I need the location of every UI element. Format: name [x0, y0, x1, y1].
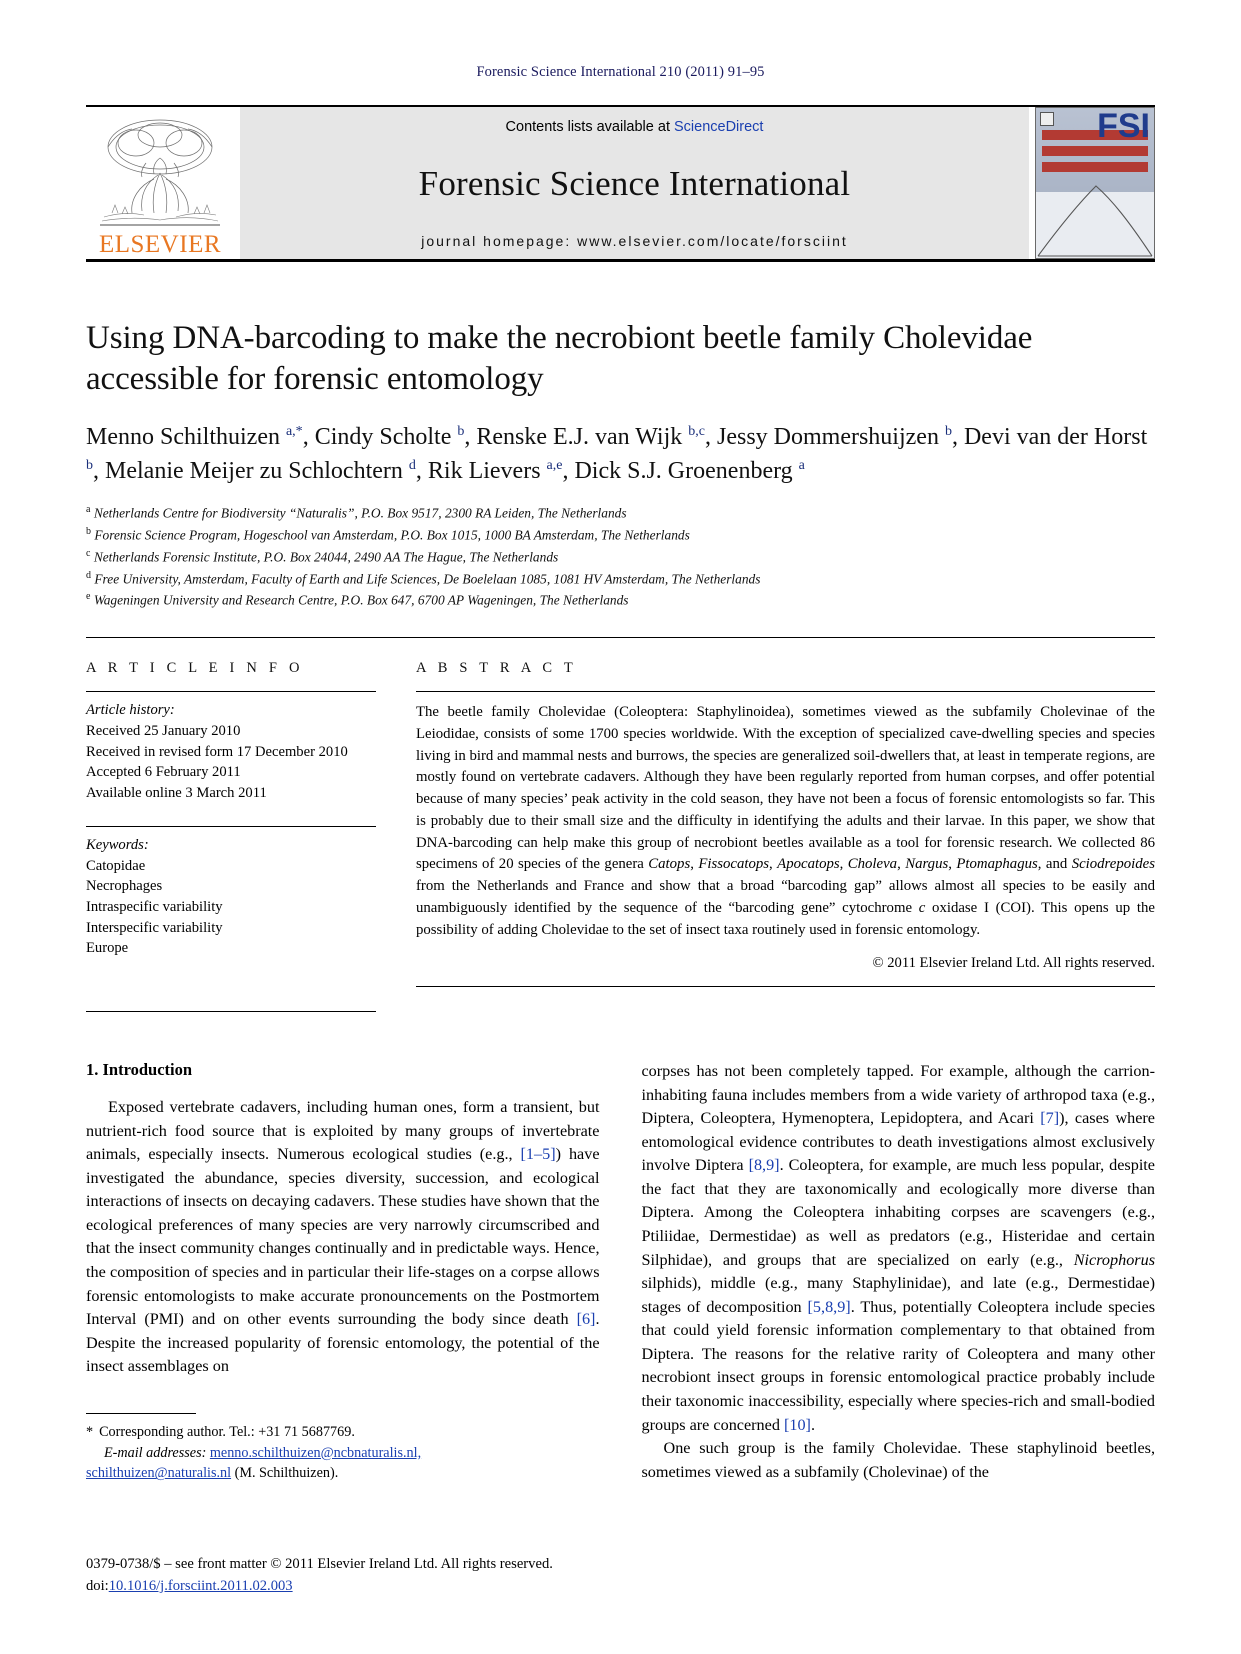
keywords-group: [86, 827, 376, 959]
footnote-email-line: [86, 1443, 600, 1464]
sciencedirect-link[interactable]: ScienceDirect: [674, 119, 764, 135]
author-item: Renske E.J. van Wijk $^{b,c}$: [476, 423, 705, 450]
cover-abbr-label: FSI: [1097, 107, 1150, 145]
body-paragraph: corpses has not been completely tapped. For example, although the carrion-inhabiting fauna includes members from a wide variety of arthropod taxa (e.g., Diptera, Coleoptera, Hymenoptera, Lepidoptera, and Acari [7]), cases where entomological evidence contributes to death investigations almost exclusively involve Diptera [8,9]. Coleoptera, for example, are much less popular, despite the fact that they are taxonomically and ecologically more diverse than Diptera. Among the Coleoptera inhabiting corpses are scavengers (e.g., Ptiliidae, Dermestidae) as well as predators (e.g., Histeridae and certain Silphidae), and groups that are specialized on early (e.g., Nicrophorus silphids), middle (e.g., many Staphylinidae), and late (e.g., Dermestidae) stages of decomposition [5,8,9]. Thus, potentially Coleoptera include species that could yield forensic information complementary to that obtained from Diptera. The reasons for the relative rarity of Coleoptera and many other necrobiont insect groups in forensic entomological practice probably include their taxonomic inaccessibility, especially where species-rich and small-bodied groups are concerned [10].: [641, 1062, 1155, 1434]
author-item: Devi van der Horst $^b$: [86, 423, 1148, 473]
keyword-item: Catopidae: [86, 857, 146, 874]
author-list: Menno Schilthuizen $^{a,*}$, Cindy Scholte $^b$, Renske E.J. van Wijk $^{b,c}$, Jessy Dommershuijzen $^b$, Devi van der Horst $^b$, Melanie Meijer zu Schlochtern $^d$, Rik Lievers $^{a,e}$, Dick S.J. Groenenberg $^a$: [86, 423, 1148, 484]
body-columns: [86, 1060, 1155, 1484]
citation-link[interactable]: [5,8,9]: [807, 1297, 851, 1316]
asterisk-icon: *: [86, 1424, 94, 1441]
email-link-secondary[interactable]: schilthuizen@naturalis.nl: [86, 1465, 232, 1482]
citation-link[interactable]: [7]: [1040, 1109, 1060, 1128]
journal-homepage: journal homepage: www.elsevier.com/locate/forsciint: [421, 233, 848, 249]
corresponding-author-footnote: [86, 1413, 600, 1484]
author-item: Cindy Scholte $^b$: [314, 423, 465, 450]
article-info-bottom-rule: [86, 1011, 376, 1012]
body-paragraph: One such group is the family Cholevidae. These staphylinoid beetles, sometimes viewed as a subfamily (Cholevinae) of the: [641, 1439, 1155, 1481]
citation-link[interactable]: [10]: [783, 1415, 811, 1434]
affiliation-item: $^d$ Free University, Amsterdam, Faculty of Earth and Life Sciences, De Boelelaan 1085, 1081 HV Amsterdam, The Netherlands: [86, 569, 761, 586]
page-title: Using DNA-barcoding to make the necrobiont beetle family Cholevidae accessible for forensic entomology: [86, 320, 1033, 397]
cover-publisher-mark: [1040, 112, 1054, 126]
citation-link[interactable]: [8,9]: [748, 1156, 780, 1175]
contents-prefix: Contents lists available at: [505, 119, 674, 135]
citation-link[interactable]: [1–5]: [520, 1145, 556, 1164]
masthead-bottom-rule: [86, 259, 1155, 262]
article-history-label: Article history:: [86, 702, 175, 719]
abstract-heading: A B S T R A C T: [416, 660, 577, 677]
article-info-heading: A R T I C L E I N F O: [86, 660, 304, 677]
email-link-primary[interactable]: menno.schilthuizen@ncbnaturalis.nl,: [209, 1444, 422, 1461]
running-head: Forensic Science International 210 (2011) 91–95: [476, 64, 765, 80]
footnote-email-line-2: schilthuizen@naturalis.nl (M. Schilthuizen).: [86, 1465, 339, 1482]
article-info-column: [86, 660, 376, 1012]
email-label: E-mail addresses:: [104, 1444, 207, 1461]
abstract-copyright: © 2011 Elsevier Ireland Ltd. All rights reserved.: [872, 955, 1155, 972]
elsevier-wordmark: ELSEVIER: [98, 231, 222, 258]
section-heading-introduction: 1. Introduction: [86, 1060, 193, 1080]
history-item: Received 25 January 2010: [86, 722, 241, 739]
author-item: Rik Lievers $^{a,e}$: [427, 457, 563, 484]
page-footer: [86, 1554, 553, 1598]
keyword-item: Intraspecific variability: [86, 898, 223, 915]
author-item: Menno Schilthuizen $^{a,*}$: [86, 423, 303, 450]
history-item: Received in revised form 17 December 2010: [86, 743, 348, 760]
author-item: Dick S.J. Groenenberg $^a$: [574, 457, 805, 484]
doi-line: doi:10.1016/j.forsciint.2011.02.003: [86, 1578, 293, 1595]
affiliation-item: $^b$ Forensic Science Program, Hogeschool van Amsterdam, P.O. Box 1015, 1000 BA Amsterdam, The Netherlands: [86, 525, 690, 543]
article-history-group: [86, 692, 376, 804]
body-paragraph: Exposed vertebrate cadavers, including human ones, form a transient, but nutrient-rich food source that is exploited by many groups of invertebrate animals, especially insects. Numerous ecological studies (e.g., [1–5]) have investigated the abundance, species diversity, succession, and ecological interactions of insects on decaying cadavers. These studies have shown that the ecological preferences of many species are very narrowly circumscribed and that the insect community changes continually and in predictable ways. Hence, the composition of species and in particular their life-stages on a corpse allows forensic entomologists to make accurate pronouncements on the Postmortem Interval (PMI) and on other events surrounding the body since death [6]. Despite the increased popularity of forensic entomology, the potential of the insect assemblages on: [86, 1098, 600, 1376]
history-item: Accepted 6 February 2011: [86, 764, 241, 781]
journal-title: Forensic Science International: [418, 164, 851, 203]
elsevier-logo: [86, 107, 234, 259]
footnote-corresponding-line: * Corresponding author. Tel.: +31 71 5687769.: [86, 1424, 355, 1441]
elsevier-tree-icon: [96, 113, 224, 231]
author-item: Melanie Meijer zu Schlochtern $^d$: [105, 457, 416, 484]
abstract-bottom-rule: [416, 986, 1155, 987]
history-item: Available online 3 March 2011: [86, 785, 267, 802]
affiliation-list: [86, 502, 1155, 611]
affiliation-item: $^c$ Netherlands Forensic Institute, P.O. Box 24044, 2490 AA The Hague, The Netherlands: [86, 547, 559, 565]
keyword-item: Europe: [86, 940, 129, 957]
body-column-left: [86, 1060, 600, 1484]
footnote-rule: [86, 1413, 196, 1414]
citation-link[interactable]: [6]: [576, 1310, 596, 1329]
cover-graph-icon: [1036, 108, 1154, 258]
author-item: Jessy Dommershuijzen $^b$: [716, 423, 952, 450]
abstract-text: The beetle family Cholevidae (Coleoptera: Staphylinoidea), sometimes viewed as the subfamily Cholevinae of the Leiodidae, consists of some 1700 species worldwide. With the exception of specialized cave-dwelling species and species living in bird and mammal nests and burrows, the species are generalized soil-dwellers that, at least in temperate regions, are mostly found on vertebrate cadavers. Although they have been regularly reported from human corpses, and offer potential because of many species’ peak activity in the cold season, they have not been a focus of forensic entomologists so far. This is probably due to their small size and the difficulty in identifying the adults and their larvae. In this paper, we show that DNA-barcoding can help make this group of necrobiont beetles available as a tool for forensic research. We collected 86 specimens of 20 species of the genera Catops, Fissocatops, Apocatops, Choleva, Nargus, Ptomaphagus, and Sciodrepoides from the Netherlands and France and show that a broad “barcoding gap” allows almost all species to be easily and unambiguously identified by the sequence of the “barcoding gene” cytochrome c oxidase I (COI). This opens up the possibility of adding Cholevidae to the set of insect taxa routinely used in forensic entomology.: [416, 704, 1155, 938]
keyword-item: Necrophages: [86, 878, 163, 895]
journal-masthead: [86, 105, 1155, 259]
body-column-right: [642, 1060, 1156, 1484]
journal-cover-thumbnail: [1035, 107, 1155, 259]
journal-banner: [240, 107, 1029, 259]
affiliation-item: $^a$ Netherlands Centre for Biodiversity “Naturalis”, P.O. Box 9517, 2300 RA Leiden, The Netherlands: [86, 503, 627, 521]
abstract-column: [416, 660, 1155, 1012]
issn-copyright-line: 0379-0738/$ – see front matter © 2011 Elsevier Ireland Ltd. All rights reserved.: [86, 1556, 553, 1573]
affiliation-item: $^e$ Wageningen University and Research Centre, P.O. Box 647, 6700 AP Wageningen, The Netherlands: [86, 591, 629, 608]
keywords-label: Keywords:: [86, 836, 149, 853]
doi-link[interactable]: 10.1016/j.forsciint.2011.02.003: [108, 1578, 293, 1595]
contents-list-line: [506, 119, 764, 135]
keyword-item: Interspecific variability: [86, 919, 223, 936]
article-info-abstract-block: [86, 637, 1155, 1012]
